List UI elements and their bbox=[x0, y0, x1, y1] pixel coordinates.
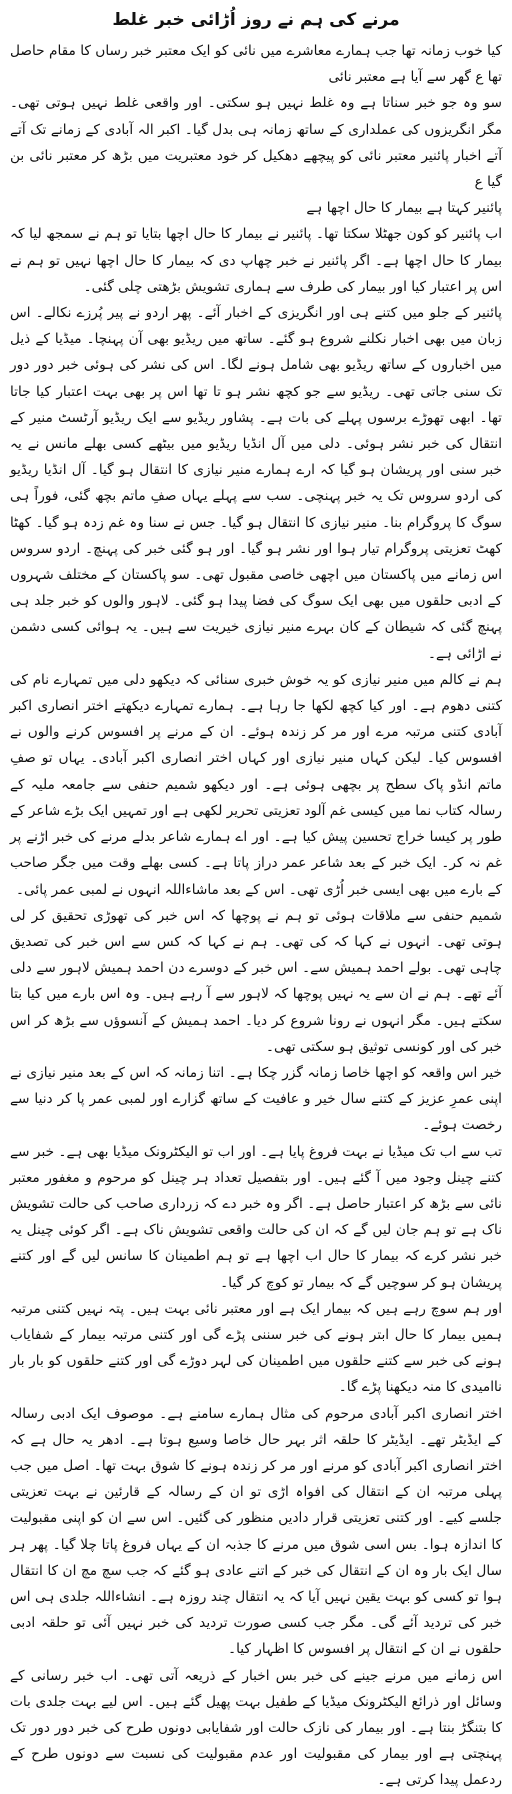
paragraph-11: اختر انصاری اکبر آبادی مرحوم کی مثال ہمارے سامنے ہے۔ موصوف ایک ادبی رسالہ کے ایڈیٹر تھے۔ ایڈیٹر کا حلقہ اثر بہر حال خاصا وسیع ہوتا ہے۔ ادھر یہ حال ہے کہ اختر انصاری اکبر آبادی کو مرنے اور مر کر زندہ ہونے کا شوق بہت تھا۔ اصل میں جب پہلی مرتبہ ان کے انتقال کی افواہ اڑی تو ان کے رسالہ کے قارئین نے بہت تعزیتی جلسے کیے۔ اور کتنی تعزیتی قرار دادیں منظور کی گئیں۔ اس سے ان کو اپنی مقبولیت کا اندازہ ہوا۔ بس اسی شوق میں مرنے کا جذبہ ان کے یہاں فروغ پاتا چلا گیا۔ پھر ہر سال ایک بار وہ ان کے انتقال کی خبر کے اتنے عادی ہو گئے کہ جب سچ مچ ان کا انتقال ہوا تو کسی کو بہت یقین نہیں آیا کہ یہ انتقال چند روزہ ہے۔ انشاءاللہ جلدی ہی اس خبر کی تردید آئے گی۔ مگر جب کسی صورت تردید کی خبر نہیں آئی تو حلقہ ادبی حلقوں نے ان کے انتقال پر افسوس کا اظہار کیا۔ bbox=[10, 1405, 502, 1658]
paragraph-10: اور ہم سوچ رہے ہیں کہ بیمار ایک ہے اور معتبر نائی بہت ہیں۔ پتہ نہیں کتنی مرتبہ ہمیں بیمار کا حال ابتر ہونے کی خبر سننی پڑے گی اور کتنی مرتبہ بیمار کے شفایاب ہونے کی خبر سے کتنے حلقوں میں اطمینان کی لہر دوڑے گی اور کتنے حلقوں کو بار بار ناامیدی کا منہ دیکھنا پڑے گا۔ bbox=[10, 1300, 502, 1396]
article-body bbox=[10, 38, 502, 1794]
paragraph-1: کیا خوب زمانہ تھا جب ہمارے معاشرے میں نائی کو ایک معتبر خبر رساں کا مقام حاصل تھا ع گھر سے آیا ہے معتبر نائی bbox=[10, 43, 502, 86]
article-headline: مرنے کی ہم نے روز اُڑائی خبر غلط bbox=[112, 10, 400, 30]
paragraph-7: شمیم حنفی سے ملاقات ہوئی تو ہم نے پوچھا کہ اس خبر کی تھوڑی تحقیق کر لی ہوتی تھی۔ انہوں نے کہا کہ کی تھی۔ ہم نے کہا کہ کس سے اس خبر کی تصدیق چاہی تھی۔ بولے احمد ہمیش سے۔ اس خبر کے دوسرے دن احمد ہمیش لاہور سے دلی آئے تھے۔ ہم نے ان سے یہ نہیں پوچھا کہ لاہور سے آ رہے ہیں۔ وہ اس بارے میں کیا بتا سکتے ہیں۔ مگر انہوں نے رونا شروع کر دیا۔ احمد ہمیش کے آنسوؤں سے بڑھ کر اس خبر کی اور کونسی توثیق ہو سکتی تھی۔ bbox=[10, 907, 502, 1055]
paragraph-5: پائنیر کے جلو میں کتنے ہی اور انگریزی کے اخبار آئے۔ پھر اردو نے پیر پُرزے نکالے۔ اس زبان میں بھی اخبار نکلنے شروع ہو گئے۔ ساتھ میں ریڈیو بھی آن پہنچا۔ میڈیا کے ذیل میں اخباروں کے ساتھ ریڈیو بھی شامل ہونے لگا۔ اس کی نشر کی ہوئی خبر دور دور تک سنی جاتی تھی۔ ریڈیو سے جو کچھ نشر ہو تا تھا اس پر بھی بہت اعتبار کیا جاتا تھا۔ ابھی تھوڑے برسوں پہلے کی بات ہے۔ پشاور ریڈیو سے ایک ریڈیو آرٹسٹ منیر کے انتقال کی خبر نشر ہوئی۔ دلی میں آل انڈیا ریڈیو میں بیٹھے کسی بھلے مانس نے یہ خبر سنی اور پریشان ہو گیا کہ ارے ہمارے منیر نیازی کا انتقال ہو گیا۔ آل انڈیا ریڈیو کی اردو سروس تک یہ خبر پہنچی۔ سب سے پہلے یہاں صفِ ماتم بچھ گئی، فوراً ہی سوگ کا پروگرام بنا۔ منیر نیازی کا انتقال ہو گیا۔ جس نے سنا وہ غم زدہ ہو گیا۔ کھٹا کھٹ تعزیتی پروگرام تیار ہوا اور نشر ہو گیا۔ اور ہو گئی خبر کی پہنچ۔ اردو سروس اس زمانے میں پاکستان میں اچھی خاصی مقبول تھی۔ سو پاکستان کے مختلف شہروں کے ادبی حلقوں میں بھی ایک سوگ کی فضا پیدا ہو گئی۔ لاہور والوں کو خبر جلد ہی پہنچ گئی کہ شیطان کے کان بہرے منیر نیازی خیریت سے ہیں۔ یہ ہوائی کسی دشمن نے اڑائی ہے۔ bbox=[10, 305, 502, 662]
paragraph-4: اب پائنیر کو کون جھٹلا سکتا تھا۔ پائنیر نے بیمار کا حال اچھا بتایا تو ہم نے سمجھ لیا کہ بیمار کا حال اچھا ہے۔ اگر پائنیر نے خبر چھاپ دی کہ بیمار کا حال اچھا نہیں تو ہم نے اس پر اعتبار کیا اور بیمار کی طرف سے ہماری تشویش بڑھتی چلی گئی۔ bbox=[10, 226, 502, 295]
paragraph-6: ہم نے کالم میں منیر نیازی کو یہ خوش خبری سنائی کہ دیکھو دلی میں تمہارے نام کی کتنی دھوم ہے۔ اور کیا کچھ لکھا جا رہا ہے۔ ہمارے تمہارے دیکھتے اختر انصاری اکبر آبادی کتنی مرتبہ مرے اور مر کر زندہ ہوئے۔ ان کے مرنے پر افسوس کرنے والوں نے افسوس کیا۔ لیکن کہاں منیر نیازی اور کہاں اختر انصاری اکبر آبادی۔ یہاں تو صفِ ماتم انڈو پاک سطح پر بچھی ہوئی ہے۔ اور دیکھو شمیم حنفی سے جامعہ ملیہ کے رسالہ کتاب نما میں کیسی غم آلود تعزیتی تحریر لکھی ہے اور تمہیں ایک بڑے شاعر کے طور پر کیسا خراج تحسین پیش کیا ہے۔ اور اے ہمارے شاعر بدلے مرنے کی خبر اڑنے پر غم نہ کر۔ ایک خبر کے بعد شاعر عمر دراز پاتا ہے۔ کسی بھلے وقت میں جگر صاحب کے بارے میں بھی ایسی خبر اُڑی تھی۔ اس کے بعد ماشاءاللہ انہوں نے لمبی عمر پائی۔ bbox=[9, 671, 502, 898]
paragraph-3: پائنیر کہتا ہے بیمار کا حال اچھا ہے bbox=[306, 200, 502, 217]
paragraph-8: خیر اس واقعہ کو اچھا خاصا زمانہ گزر چکا ہے۔ اتنا زمانہ کہ اس کے بعد منیر نیازی نے اپنی عمرِ عزیز کے کتنے سال خیر و عافیت کے ساتھ گزارے اور لمبی عمر پا کر دنیا سے رخصت ہوئے۔ bbox=[10, 1064, 502, 1134]
paragraph-2: سو وہ جو خبر سناتا ہے وہ غلط نہیں ہو سکتی۔ اور واقعی غلط نہیں ہوتی تھی۔ مگر انگریزوں کی عملداری کے ساتھ زمانہ ہی بدل گیا۔ اکبر الہ آبادی کے زمانے تک آتے آتے اخبار پائنیر معتبر نائی کو پیچھے دھکیل کر خود معتبریت میں بڑھ کر معتبر نائی بن گیا ع bbox=[10, 95, 502, 191]
paragraph-12: اس زمانے میں مرنے جینے کی خبر بس اخبار کے ذریعہ آتی تھی۔ اب خبر رسانی کے وسائل اور ذرائع الیکٹرونک میڈیا کے طفیل بہت پھیل گئے ہیں۔ اس لیے بہت جلدی بات کا بتنگڑ بنتا ہے۔ اور بیمار کی نازک حالت اور شفایابی دونوں طرح کی خبر دور دور تک پہنچتی ہے اور بیمار کی مقبولیت اور عدم مقبولیت کی نسبت سے دونوں طرح کے ردعمل پیدا کرتی ہے۔ bbox=[10, 1667, 502, 1789]
paragraph-9: تب سے اب تک میڈیا نے بہت فروغ پایا ہے۔ اور اب تو الیکٹرونک میڈیا بھی ہے۔ خبر سے کتنے چینل وجود میں آ گئے ہیں۔ اور بتفصیل تعداد ہر چینل کو مرحوم و مغفور معتبر نائی سے بڑھ کر اعتبار حاصل ہے۔ اگر وہ خبر دے کہ زرداری صاحب کی حالت تشویش ناک ہے تو ہم جان لیں گے کہ ان کی حالت واقعی تشویش ناک ہے۔ اگر کوئی چینل یہ خبر نشر کرے کہ بیمار کا حال اب اچھا ہے تو ہم اطمینان کا سانس لیں گے اور کتنے پریشان ہو کر سوچیں گے کہ بیمار تو کوچ کر گیا۔ bbox=[10, 1143, 502, 1291]
